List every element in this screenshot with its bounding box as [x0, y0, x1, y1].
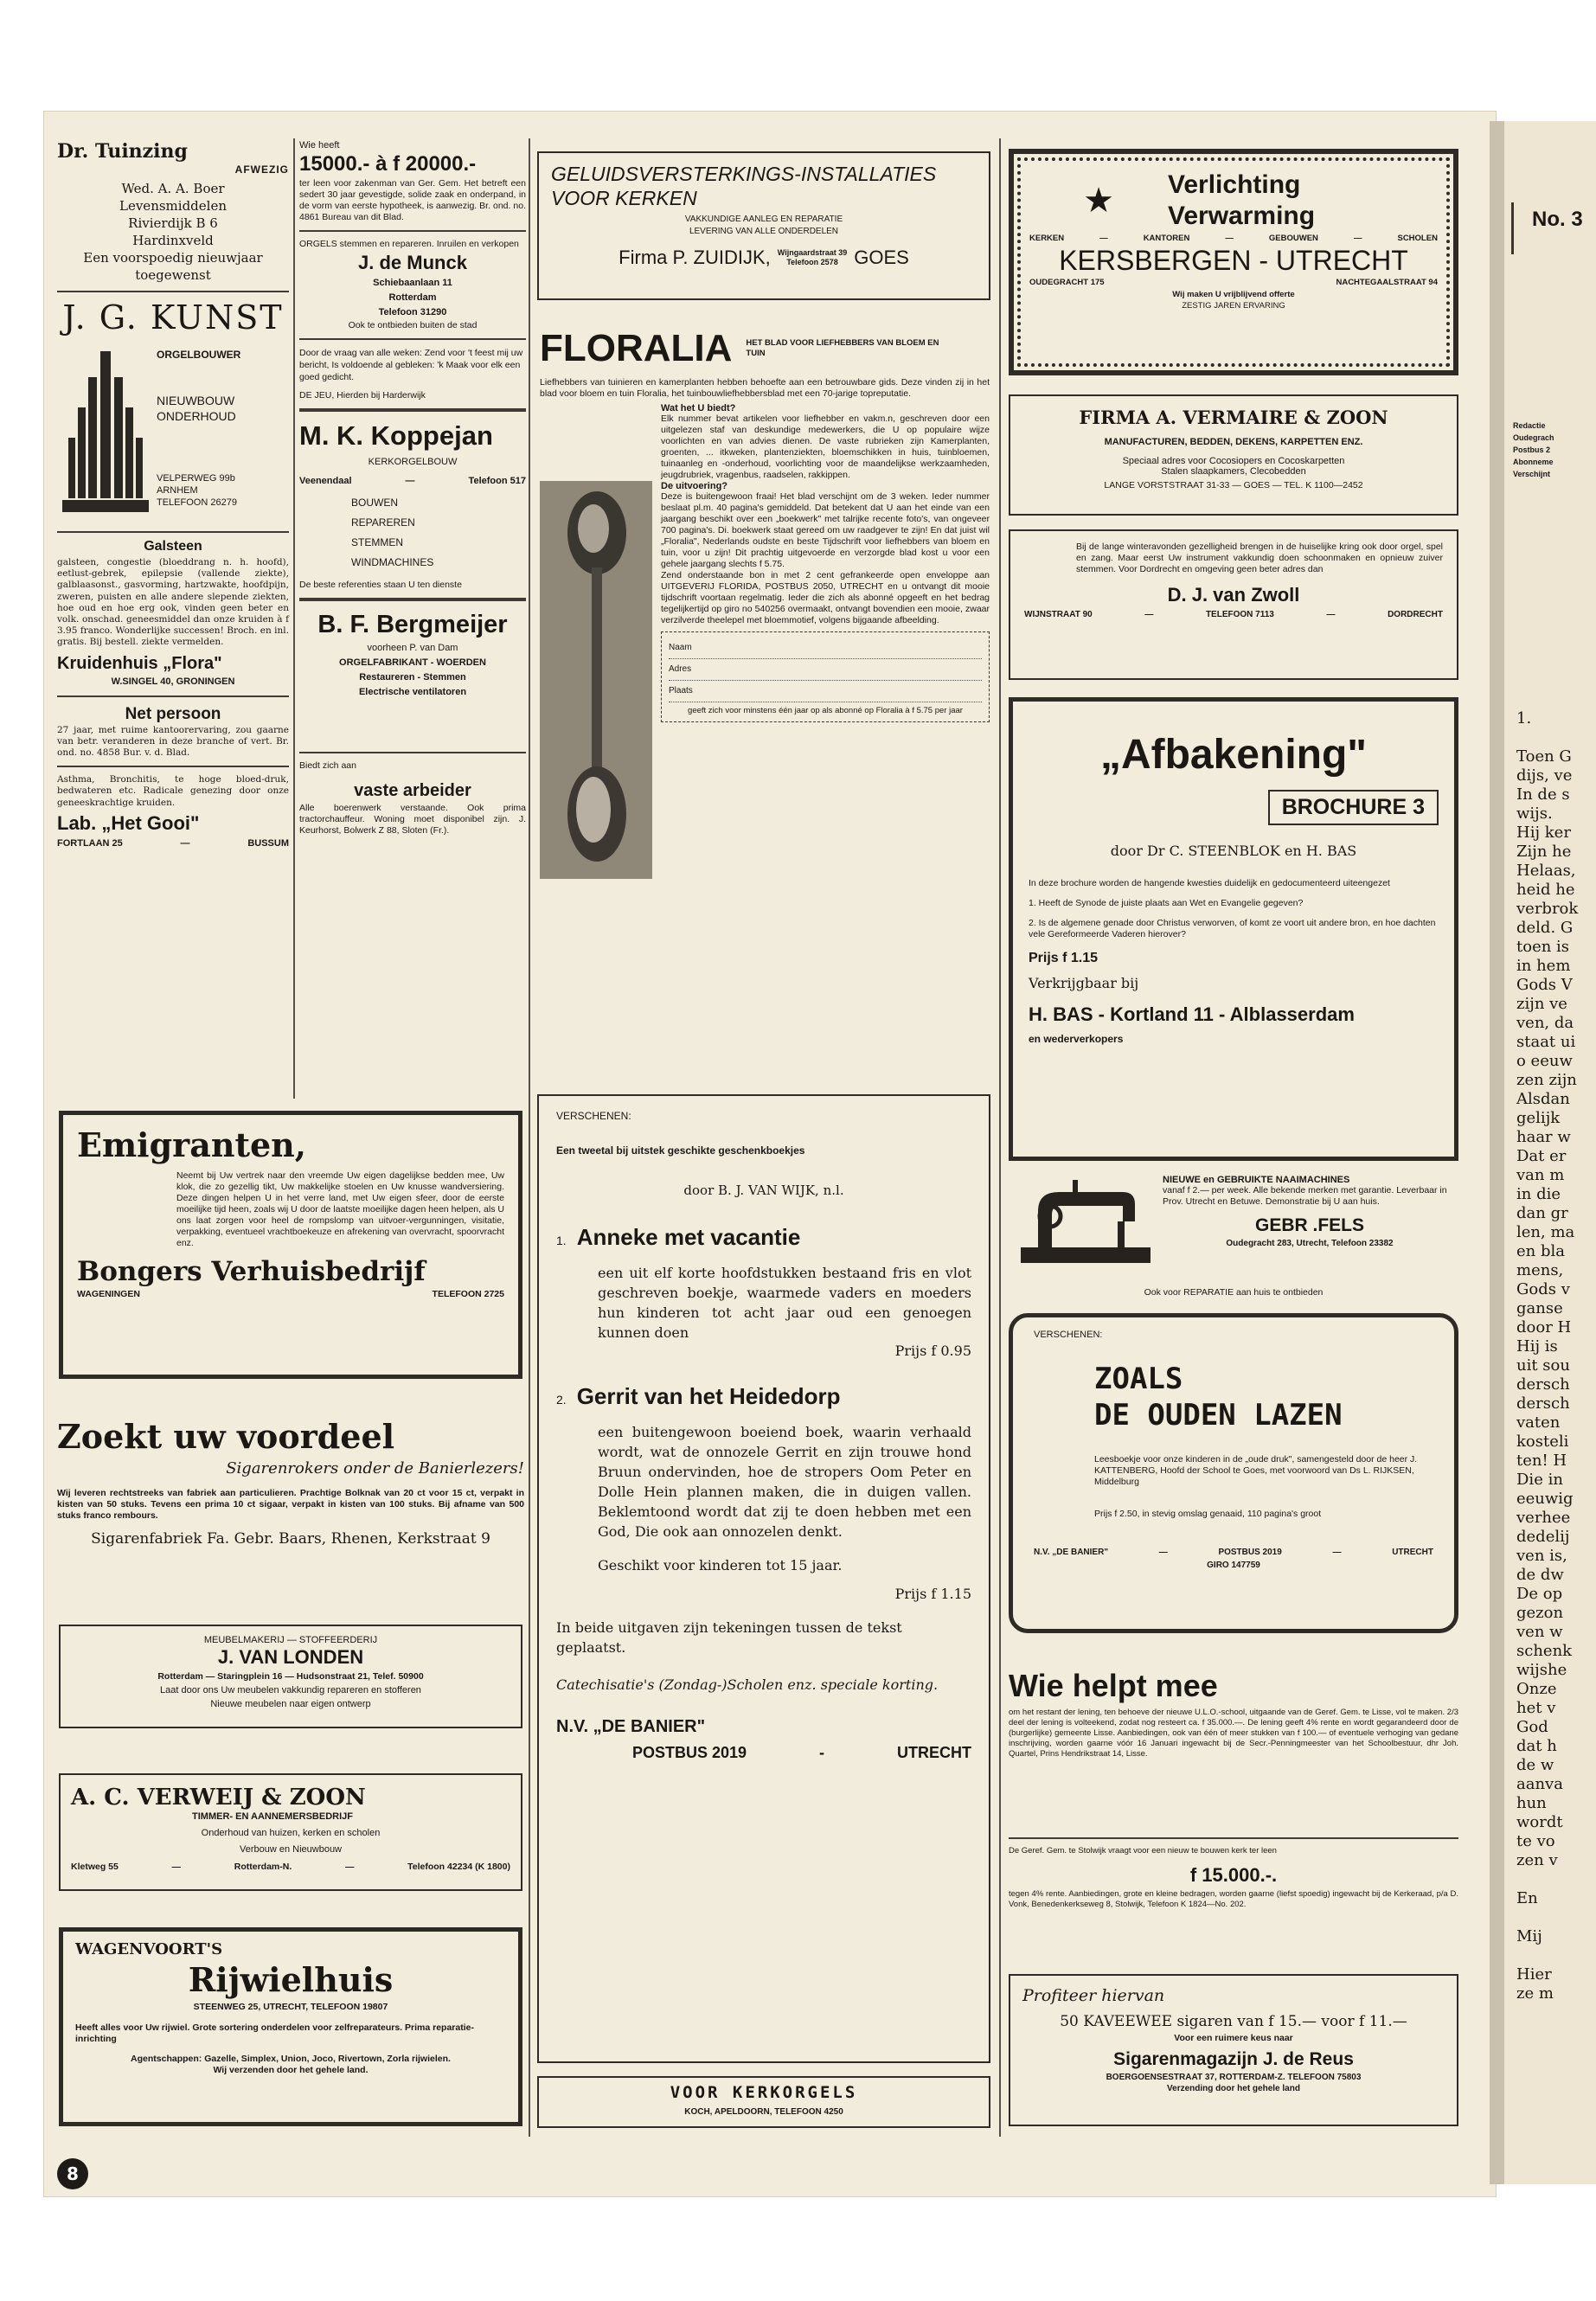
strip-line: eeuwig	[1516, 1490, 1574, 1508]
strip-line: ven is,	[1516, 1547, 1567, 1565]
strip-line: het v	[1516, 1699, 1556, 1717]
floralia-p1: Elk nummer bevat artikelen voor liefhebber en vakm.n, geschreven door een uitgelezen staf van deskundige medewerkers, die U op populaire wijze voorlichten en van advies dienen. De vaste rubrieken zijn Kamerplanten, groenten, ... itkweken, plantenziekten, bloemschikken in huis, tuinbloemen, tuinaanleg en -onderhoud, voorlichting voor de maandelijkse werkzaamheden, jeugdrubriek, vragenbus, raadselen, rakkippen.	[661, 413, 990, 480]
verweij-line: Onderhoud van huizen, kerken en scholen	[201, 1828, 381, 1838]
kersbergen-addr: OUDEGRACHT 175	[1029, 278, 1105, 287]
next-page-strip	[1490, 121, 1596, 2184]
zwoll-name: D. J. van Zwoll	[1167, 584, 1300, 606]
kersbergen-name: KERSBERGEN - UTRECHT	[1059, 245, 1408, 276]
book1-price: Prijs f 0.95	[894, 1343, 971, 1359]
munck-intro: ORGELS stemmen en repareren. Inruilen en verkopen	[299, 239, 519, 249]
emigranten-phone: TELEFOON 2725	[432, 1289, 504, 1299]
wagenvoort-ship: Wij verzenden door het gehele land.	[213, 2065, 369, 2075]
verweij-trade: TIMMER- EN AANNEMERSBEDRIJF	[192, 1811, 353, 1822]
strip-line: zijn ve	[1516, 995, 1567, 1013]
verweij-name: A. C. VERWEIJ & ZOON	[71, 1785, 366, 1811]
bergmeijer-line: Electrische ventilatoren	[358, 687, 467, 697]
ad-gooi: Asthma, Bronchitis, te hoge bloed-druk, bedwateren etc. Radicale genezing door onze geneeskrachtige kruiden. Lab. „Het Gooi" FORTLAAN 25 — BUSSUM	[57, 774, 289, 849]
floralia-intro: Liefhebbers van tuinieren en kamerplanten hebben behoefte aan een betrouwbare gids. Deze vinden zij in het blad voor bloem en tuin Floralia, het tuinbouwliefhebbersblad met een 70-jarige topreputatie.	[540, 377, 990, 399]
tuinzing-wish: Een voorspoedig nieuwjaar toegewenst	[83, 250, 263, 283]
kunst-service: ONDERHOUD	[157, 409, 236, 423]
galsteen-firm: Kruidenhuis „Flora"	[57, 653, 222, 673]
strip-line: hun	[1516, 1794, 1547, 1812]
afbakening-price: Prijs f 1.15	[1029, 951, 1099, 965]
ad-zwoll: Bij de lange winteravonden gezelligheid brengen in de huiselijke kring ook door orgel, spel en zang. Maar eerst Uw instrument vakkundig doen schoonmaken en opnieuw zuiver stemmen. Voor Dordrecht en omgeving geen beter adres dan D. J. van Zwoll WIJNSTRAAT 90 — TELEFOON 7113 — DORDRECHT	[1009, 529, 1458, 680]
kersbergen-cat: SCHOLEN	[1397, 234, 1438, 243]
tuinzing-status: AFWEZIG	[234, 163, 289, 176]
strip-line: In de s	[1516, 785, 1570, 804]
banier-discount: Catechisatie's (Zondag-)Scholen enz. speciale korting.	[556, 1676, 939, 1693]
arbeider-body: Alle boerenwerk verstaande. Ook prima tractorchauffeur. Woning moet disponibel zijn. J. Keurhorst, Bolwerk Z 88, Sloten (Fr.).	[299, 803, 526, 836]
ad-munck	[299, 239, 526, 331]
baars-title: Zoekt uw voordeel	[57, 1417, 395, 1456]
strip-line: 1.	[1516, 709, 1532, 727]
strip-line: dat h	[1516, 1737, 1557, 1755]
emigranten-title: Emigranten,	[77, 1125, 307, 1164]
strip-line: dan gr	[1516, 1204, 1568, 1222]
verweij-line: Verbouw en Nieuwbouw	[239, 1844, 343, 1855]
persoon-title: Net persoon	[125, 704, 221, 723]
strip-line	[1516, 728, 1578, 747]
kunst-name: J. G. KUNST	[62, 298, 284, 336]
column-2	[299, 140, 526, 836]
strip-line: En	[1516, 1889, 1538, 1907]
strip-line: wijshe	[1516, 1661, 1567, 1679]
kersbergen-l1: Verlichting	[1168, 170, 1301, 199]
strip-small-line: Abonneme	[1513, 458, 1554, 466]
strip-line: Toen G	[1516, 747, 1572, 766]
kersbergen-l4: ZESTIG JAREN ERVARING	[1182, 301, 1285, 311]
fels-name: GEBR .FELS	[1254, 1215, 1364, 1235]
lazen-body: Leesboekje voor onze kinderen in de „oude druk", samengesteld door de heer J. KATTENBERG, Hoofd der School te Goes, met voorwoord van Ds L. RIJKSEN, Middelburg	[1094, 1454, 1418, 1487]
kerkorgels-title: VOOR KERKORGELS	[670, 2083, 858, 2102]
ad-fels	[1009, 1171, 1458, 1301]
strip-small	[1513, 420, 1554, 480]
tuinzing-name: Dr. Tuinzing	[57, 140, 188, 163]
strip-line: Mij	[1516, 1927, 1542, 1945]
lazen-postbus: POSTBUS 2019	[1218, 1548, 1282, 1557]
strip-line: schenk	[1516, 1642, 1573, 1660]
galsteen-title: Galsteen	[144, 539, 202, 554]
strip-line: gelijk	[1516, 1109, 1561, 1127]
reus-sub: Voor een ruimere keus naar	[1174, 2033, 1293, 2043]
banier-city: UTRECHT	[897, 1744, 971, 1761]
banier-sub: Een tweetal bij uitstek geschikte geschenkboekjes	[556, 1144, 805, 1157]
munck-line: Schiebaanlaan 11	[373, 278, 452, 288]
koppejan-city: Veenendaal	[299, 476, 352, 486]
baars-firm: Sigarenfabriek Fa. Gebr. Baars, Rhenen, Kerkstraat 9	[91, 1530, 490, 1548]
jeu-body: Door de vraag van alle weken: Zend voor 't feest mij uw bericht, Is voldoende al gebleken: 'k Maak voor elk een goed gedicht.	[299, 348, 523, 382]
zuidijk-firm: Firma P. ZUIDIJK,	[619, 247, 771, 268]
bergmeijer-line: ORGELFABRIKANT - WOERDEN	[339, 657, 486, 668]
strip-line: zen v	[1516, 1851, 1558, 1869]
gooi-firm: Lab. „Het Gooi"	[57, 811, 200, 834]
book1-title: Anneke met vacantie	[576, 1224, 801, 1250]
strip-line: o eeuw	[1516, 1052, 1573, 1070]
ad-vermaire	[1009, 394, 1458, 516]
strip-line: en bla	[1516, 1242, 1565, 1260]
verweij-city: Rotterdam-N.	[234, 1862, 292, 1872]
form-field-address[interactable]	[669, 659, 982, 681]
strip-line: wijs.	[1516, 804, 1553, 823]
book2-price: Prijs f 1.15	[894, 1586, 971, 1602]
reus-title: Profiteer hiervan	[1022, 1986, 1165, 2005]
koppejan-phone: Telefoon 517	[468, 476, 526, 486]
strip-line	[1516, 1870, 1578, 1889]
kunst-trade: ORGELBOUWER	[157, 349, 241, 361]
floralia-q1: Wat het U biedt?	[661, 403, 736, 413]
strip-line: dedelij	[1516, 1528, 1570, 1546]
form-field-place[interactable]	[669, 681, 982, 702]
lazen-t1: ZOALS	[1094, 1362, 1183, 1396]
strip-line: Hier	[1516, 1965, 1552, 1984]
fels-body: vanaf f 2.— per week. Alle bekende merken met garantie. Leverbaar in Prov. Utrecht en Betuwe. Demonstratie bij U aan huis.	[1163, 1185, 1447, 1207]
form-label: Plaats	[669, 686, 693, 695]
form-note: geeft zich voor minstens één jaar op als abonné op Floralia à f 5.75 per jaar	[688, 706, 963, 715]
banier-postbus: POSTBUS 2019	[632, 1744, 747, 1761]
vermaire-trade: MANUFACTUREN, BEDDEN, DEKENS, KARPETTEN ENZ.	[1104, 437, 1363, 447]
lening-intro: Wie heeft	[299, 140, 340, 151]
emigranten-body: Neemt bij Uw vertrek naar den vreemde Uw eigen dagelijkse bedden mee, Uw klok, die zo gezellig tikt, Uw makkelijke stoelen en Uw knusse wandversiering. Deze dingen helpen U in het verre land, met Uw eigen sfeer, door de eerste moeilijke tijd heen, zoals wij U door de laatste moeilijke dagen heen helpen, als U ons laat zorgen voor heel de rompslomp van uitvoer-vergunningen, visitatie, verpakking, eventueel vrachtboekeuze en afrekening van overvracht, spoorvracht enz.	[176, 1170, 504, 1248]
book2-title: Gerrit van het Heidedorp	[576, 1383, 841, 1409]
wagenvoort-agents: Agentschappen: Gazelle, Simplex, Union, Joco, Rivertown, Zorla rijwielen.	[131, 2054, 451, 2064]
helpt-body: om het restant der lening, ten behoeve der nieuwe U.L.O.-school, uitgaande van de Geref. Gem. te Lisse, vol te maken. 2/3 deel der lening is volteekend, zodat nog resteert ca. f 35.000.—. De lening geeft 4% rente en wordt gegarandeerd door de (burgerlijke) gemeente Lisse. Aanbiedingen, ook van één of meer stukken van f 100.— of eventuele verhoging van gedane inschrijving, worden gaarne vóór 16 Januari ingewacht bij de Secr.-Penningmeester van het Schoolbestuur, dhr Joh. Quartel, Prins Hendrikstraat 14, Lisse.	[1009, 1708, 1458, 1759]
munck-note: Ook te ontbieden buiten de stad	[348, 320, 478, 330]
strip-line: gezon	[1516, 1604, 1564, 1622]
strip-line: in die	[1516, 1185, 1561, 1203]
afbakening-avail: Verkrijgbaar bij	[1029, 975, 1139, 991]
londen-top: MEUBELMAKERIJ — STOFFEERDERIJ	[203, 1635, 378, 1645]
ad-helpt	[1009, 1668, 1458, 1759]
ad-wagenvoort	[59, 1927, 522, 2126]
strip-line: uit sou	[1516, 1356, 1570, 1375]
kersbergen-l3: Wij maken U vrijblijvend offerte	[1172, 290, 1295, 299]
gooi-body: Asthma, Bronchitis, te hoge bloed-druk, bedwateren etc. Radicale genezing door onze geneeskrachtige kruiden.	[57, 774, 289, 808]
fels-addr: Oudegracht 283, Utrecht, Telefoon 23382	[1226, 1239, 1394, 1248]
stolwijk-body: tegen 4% rente. Aanbiedingen, grote en kleine bedragen, worden gaarne (liefst spoedig) ingewacht bij de Kerkeraad, p/a D. Vonk, Benedenkerkseweg 8, Stolwijk, Telefoon K 1824—No. 202.	[1009, 1889, 1458, 1909]
strip-line: Gods V	[1516, 976, 1573, 994]
fels-title: NIEUWE en GEBRUIKTE NAAIMACHINES	[1163, 1175, 1350, 1185]
vermaire-name: FIRMA A. VERMAIRE & ZOON	[1079, 407, 1388, 428]
floralia-p3: Zend onderstaande bon in met 2 cent gefrankeerde open enveloppe aan UITGEVERIJ FLORIDA, POSTBUS 2050, UTRECHT en u ontvangt dit mooie tijdschrift voortaan regelmatig. Ieder die zich als abonné opgeeft en het bedrag tegelijkertijd op giro no 540256 overmaakt, ontvangt bovendien een mooie, zwaar verzilverde theelepel met bloemmotief, volgens bijgaande afbeelding.	[661, 570, 990, 625]
kersbergen-cat: GEBOUWEN	[1268, 234, 1318, 243]
ad-jeu	[299, 347, 526, 401]
strip-line: te vo	[1516, 1832, 1555, 1850]
floralia-title: FLORALIA	[540, 327, 733, 369]
strip-line: de w	[1516, 1756, 1554, 1774]
munck-name: J. de Munck	[358, 252, 467, 273]
ad-persoon	[57, 704, 289, 760]
strip-line: Onze	[1516, 1680, 1557, 1698]
strip-small-line: Oudegrach	[1513, 433, 1554, 442]
strip-line: in hem	[1516, 957, 1571, 975]
lazen-t2: DE OUDEN LAZEN	[1094, 1398, 1343, 1433]
strip-line: haar w	[1516, 1128, 1571, 1146]
wagenvoort-name: Rijwielhuis	[188, 1960, 394, 1999]
ad-emigranten	[59, 1111, 522, 1379]
munck-line: Rotterdam	[388, 292, 437, 303]
ad-lazen: VERSCHENEN: ZOALS DE OUDEN LAZEN Leesboekje voor onze kinderen in de „oude druk", samengesteld door de heer J. KATTENBERG, Hoofd der School te Goes, met voorwoord van Ds L. RIJKSEN, Middelburg Prijs f 2.50, in stevig omslag genaaid, 110 pagina's groot N.V. „DE BANIER" — POSTBUS 2019 — UTRECHT GIRO 147759	[1009, 1313, 1458, 1633]
tuinzing-line: Levensmiddelen	[119, 198, 227, 214]
strip-line: van m	[1516, 1166, 1565, 1184]
strip-line: ten! H	[1516, 1452, 1567, 1470]
book2-number: 2.	[556, 1393, 567, 1407]
zwoll-street: WIJNSTRAAT 90	[1024, 610, 1093, 619]
floralia-p2: Deze is buitengewoon fraai! Het blad verschijnt om de 3 weken. Ieder nummer beslaat pl.m. 40 pagina's gemiddeld. Dat betekent dat U aan het einde van een jaargang beschikt over een „boekwerk" met talrijke recente foto's, van ongeveer 700 pagina's. Di. boekwerk staat gereed om uw raadgever te zijn! En dat juist wil „Floralia", Nederlands oudste en beste Tijdschrift voor liefhebbers van bloem en tuin, voor u zijn! Dit prachtig uitgevoerde en verzorgde blad kost u voor een gehele jaargang slechts f 5.75.	[661, 491, 990, 569]
strip-line: Helaas,	[1516, 862, 1576, 880]
zuidijk-title: GELUIDSVERSTERKINGS-INSTALLATIES VOOR KERKEN	[551, 163, 937, 209]
zwoll-city: DORDRECHT	[1388, 610, 1443, 619]
wagenvoort-top: WAGENVOORT'S	[75, 1940, 223, 1958]
strip-line: Zijn he	[1516, 843, 1572, 861]
strip-line: Die in	[1516, 1471, 1563, 1489]
reus-ship: Verzending door het gehele land	[1167, 2084, 1300, 2093]
lazen-label: VERSCHENEN:	[1034, 1330, 1103, 1340]
strip-line: deld. G	[1516, 919, 1574, 937]
strip-title: No. 3	[1532, 208, 1583, 231]
afbakening-authors: door Dr C. STEENBLOK en H. BAS	[1110, 843, 1357, 859]
strip-line: ven, da	[1516, 1014, 1574, 1032]
vermaire-s2: Stalen slaapkamers, Clecobedden	[1161, 466, 1306, 477]
strip-line	[1516, 1946, 1578, 1965]
ad-afbakening	[1009, 697, 1458, 1161]
strip-line: mens,	[1516, 1261, 1564, 1279]
strip-line: heid he	[1516, 881, 1575, 899]
strip-line: Alsdan	[1516, 1090, 1570, 1108]
strip-small-line: Redactie	[1513, 421, 1546, 430]
subscription-form	[661, 631, 990, 722]
strip-line: door H	[1516, 1318, 1572, 1336]
stolwijk-amount: f 15.000.-.	[1189, 1864, 1278, 1886]
afbakening-brochure: BROCHURE 3	[1268, 790, 1439, 825]
kunst-service: NIEUWBOUW	[157, 394, 235, 407]
arbeider-title: vaste arbeider	[354, 781, 471, 800]
column-1	[57, 140, 289, 850]
strip-line: dersch	[1516, 1375, 1570, 1394]
kunst-address: ARNHEM	[157, 485, 198, 496]
vermaire-s1: Speciaal adres voor Cocosiopers en Cocoskarpetten	[1122, 456, 1345, 466]
afbakening-q1: 1. Heeft de Synode de juiste plaats aan Wet en Evangelie gegeven?	[1029, 898, 1304, 908]
tuinzing-line: Rivierdijk B 6	[128, 215, 218, 231]
bergmeijer-line: voorheen P. van Dam	[367, 643, 458, 653]
strip-line: God	[1516, 1718, 1548, 1736]
banier-label: VERSCHENEN:	[556, 1110, 631, 1122]
koppejan-service: STEMMEN	[351, 536, 403, 548]
strip-line: ze m	[1516, 1984, 1554, 2003]
strip-line: dersch	[1516, 1394, 1570, 1413]
ad-kunst	[57, 299, 289, 524]
munck-line: Telefoon 31290	[378, 307, 447, 317]
koppejan-service: WINDMACHINES	[351, 556, 434, 568]
strip-small-line: Postbus 2	[1513, 445, 1551, 454]
strip-line: toen is	[1516, 938, 1570, 956]
book1-text: een uit elf korte hoofdstukken bestaand fris en vlot geschreven boekje, waarmede vaders en moeders hun kinderen tot acht jaar oud een genoegen kunnen doen	[598, 1265, 971, 1341]
jeu-sign: DE JEU, Hierden bij Harderwijk	[299, 390, 426, 401]
londen-body: Laat door ons Uw meubelen vakkundig repareren en stofferen	[160, 1685, 421, 1695]
lazen-giro: GIRO 147759	[1207, 1561, 1260, 1570]
sewing-machine-icon	[1021, 1176, 1151, 1272]
strip-small-line: Verschijnt	[1513, 470, 1551, 478]
banier-both: In beide uitgaven zijn tekeningen tussen de tekst geplaatst.	[556, 1619, 902, 1656]
kerkorgels-sub: KOCH, APELDOORN, TELEFOON 4250	[684, 2107, 843, 2117]
ad-kersbergen: ★ Verlichting Verwarming KERKEN — KANTOREN — GEBOUWEN — SCHOLEN KERSBERGEN - UTRECHT OUDEGRACHT 175 NACHTEGAALSTRAAT 94 Wij maken U vrijblijvend offerte ZESTIG JAREN ERVARING	[1009, 149, 1458, 375]
wagenvoort-address: STEENWEG 25, UTRECHT, TELEFOON 19807	[193, 2002, 388, 2012]
londen-name: J. VAN LONDEN	[217, 1646, 364, 1668]
galsteen-body: galsteen, congestie (bloeddrang n. h. hoofd), eetlust-gebrek, epilepsie (vallende ziekte), galblaasonst., gasvorming, hartzwakte, hoofdpijn, zweren, puisten en alle andere slepende ziekten, hoe oud en hoe erg ook, vinden geen beter en volk. onschad. geneesmiddel dan onze kruiden à f 3.95 franco. Wonderlijke successen! Broch. en inl. gratis. Bij bestell. ziekte vermelden.	[57, 557, 289, 648]
ad-lening	[299, 140, 526, 223]
floralia-q2: De uitvoering?	[661, 481, 728, 491]
ad-baars	[57, 1417, 524, 1549]
tuinzing-line: Wed. A. A. Boer	[121, 181, 225, 196]
strip-line: Dat er	[1516, 1147, 1567, 1165]
fels-note: Ook voor REPARATIE aan huis te ontbieden	[1144, 1287, 1324, 1298]
strip-line: dijs, ve	[1516, 766, 1573, 785]
zwoll-body: Bij de lange winteravonden gezelligheid brengen in de huiselijke kring ook door orgel, spel en zang. Maar eerst Uw instrument vakkundig doen schoonmaken en opnieuw zuiver stemmen. Voor Dordrecht en omgeving geen beter adres dan	[1076, 542, 1443, 574]
zuidijk-city: GOES	[854, 247, 909, 268]
koppejan-name: M. K. Koppejan	[299, 420, 493, 451]
strip-line: verhee	[1516, 1509, 1571, 1527]
strip-line	[1516, 1908, 1578, 1927]
koppejan-trade: KERKORGELBOUW	[368, 457, 458, 467]
ad-arbeider	[299, 760, 526, 836]
form-field-name[interactable]	[669, 638, 982, 659]
strip-line: aanva	[1516, 1775, 1563, 1793]
zuidijk-line: VAKKUNDIGE AANLEG EN REPARATIE	[684, 215, 843, 224]
organ-pipes-icon	[62, 343, 149, 516]
baars-subtitle: Sigarenrokers onder de Banierlezers!	[226, 1459, 524, 1477]
ad-kerkorgels	[537, 2076, 990, 2128]
strip-line: vaten	[1516, 1413, 1561, 1432]
afbakening-title: „Afbakening"	[1099, 732, 1368, 778]
ad-londen	[59, 1625, 522, 1728]
emigranten-city: WAGENINGEN	[77, 1289, 140, 1299]
banier-author: door B. J. VAN WIJK, n.l.	[683, 1183, 844, 1198]
stolwijk-intro: De Geref. Gem. te Stolwijk vraagt voor een nieuw te bouwen kerk ter leen	[1009, 1846, 1277, 1856]
zuidijk-phone: Telefoon 2578	[786, 258, 838, 266]
londen-sub: Nieuwe meubelen naar eigen ontwerp	[210, 1699, 371, 1709]
ad-koppejan: M. K. Koppejan KERKORGELBOUW Veenendaal — Telefoon 517 BOUWEN REPAREREN STEMMEN WINDMACHINES De beste referenties staan U ten dienste	[299, 420, 526, 590]
form-label: Naam	[669, 643, 692, 652]
afbakening-intro: In deze brochure worden de hangende kwesties duidelijk en gedocumenteerd uiteengezet	[1029, 878, 1390, 888]
strip-line: ganse	[1516, 1299, 1563, 1317]
lening-amount: 15000.- à f 20000.-	[299, 152, 477, 176]
ad-zuidijk	[537, 151, 990, 300]
zwoll-phone: TELEFOON 7113	[1205, 610, 1274, 619]
zuidijk-street: Wijngaardstraat 39	[777, 248, 848, 257]
strip-line: staat ui	[1516, 1033, 1576, 1051]
emigranten-firm: Bongers Verhuisbedrijf	[77, 1256, 426, 1287]
koppejan-service: REPAREREN	[351, 516, 415, 529]
kunst-address: TELEFOON 26279	[157, 497, 237, 508]
page-number: 8	[57, 2158, 88, 2189]
ad-floralia	[540, 327, 990, 1036]
kersbergen-cat: KERKEN	[1029, 234, 1065, 243]
ad-verweij: A. C. VERWEIJ & ZOON TIMMER- EN AANNEMERSBEDRIJF Onderhoud van huizen, kerken en scholen Verbouw en Nieuwbouw Kletweg 55 — Rotterdam-N. — Telefoon 42234 (K 1800)	[59, 1773, 522, 1891]
reus-offer: 50 KAVEEWEE sigaren van f 15.— voor f 11.—	[1060, 2013, 1407, 2030]
strip-line: len, ma	[1516, 1223, 1575, 1241]
strip-line: De op	[1516, 1585, 1563, 1603]
banier-publisher: N.V. „DE BANIER"	[556, 1717, 706, 1736]
kersbergen-cat: KANTOREN	[1143, 234, 1190, 243]
kersbergen-l2: Verwarming	[1168, 202, 1316, 230]
arbeider-intro: Biedt zich aan	[299, 760, 356, 771]
lening-body: ter leen voor zakenman van Ger. Gem. Het betreft een sedert 30 jaar gevestigde, solide zaak en onderpand, in de vorm van eerste hypotheek, is aanwezig. Br. ond. no. 4861 Bureau van dit Blad.	[299, 178, 526, 222]
strip-line: zen zijn	[1516, 1071, 1577, 1089]
afbakening-q2: 2. Is de algemene genade door Christus verworven, of komt ze voort uit andere bron, en hoe dachten vele Gereformeerde Vaderen hierover?	[1029, 918, 1436, 939]
kersbergen-addr: NACHTEGAALSTRAAT 94	[1336, 278, 1438, 287]
verweij-phone: Telefoon 42234 (K 1800)	[407, 1862, 510, 1872]
gooi-city: BUSSUM	[247, 837, 289, 849]
lazen-price: Prijs f 2.50, in stevig omslag genaaid, 110 pagina's groot	[1094, 1509, 1322, 1519]
vermaire-addr: LANGE VORSTSTRAAT 31-33 — GOES — TEL. K 1100—2452	[1104, 480, 1363, 490]
ad-tuinzing	[57, 140, 289, 284]
ad-bergmeijer	[299, 608, 526, 700]
wagenvoort-body: Heeft alles voor Uw rijwiel. Grote sortering onderdelen voor zelfreparateurs. Prima reparatie-inrichting	[75, 2022, 474, 2044]
strip-line: kosteli	[1516, 1433, 1569, 1451]
gooi-street: FORTLAAN 25	[57, 837, 123, 849]
form-label: Adres	[669, 664, 692, 674]
kunst-address: VELPERWEG 99b	[157, 473, 235, 484]
zuidijk-line: LEVERING VAN ALLE ONDERDELEN	[689, 227, 839, 236]
book2-text: een buitengewoon boeiend boek, waarin verhaald wordt, wat de onnozele Gerrit en zijn trouwe hond Bruun ondervinden, hoe de stropers Oom Peter en Dolle Hein plannen maken, die in duigen vallen. Beklemtoond wordt dat zij te doen hebben met een God, Die ook aan onnozelen denkt.	[598, 1424, 971, 1540]
afbakening-sellers: en wederverkopers	[1029, 1033, 1124, 1045]
reus-addr: BOERGOENSESTRAAT 37, ROTTERDAM-Z. TELEFOON 75803	[1106, 2073, 1362, 2082]
star-icon: ★	[1083, 181, 1114, 221]
strip-line: de dw	[1516, 1566, 1564, 1584]
strip-line: ven w	[1516, 1623, 1563, 1641]
strip-line: Hij ker	[1516, 824, 1571, 842]
ad-banier: VERSCHENEN: Een tweetal bij uitstek geschikte geschenkboekjes door B. J. VAN WIJK, n.l. 1. Anneke met vacantie een uit elf korte hoofdstukken bestaand fris en vlot geschreven boekje, waarmede vaders en moeders hun kinderen tot acht jaar oud een genoegen kunnen doen Prijs f 0.95 2. Gerrit van het Heidedorp een buitengewoon boeiend boek, waarin verhaald wordt, wat de onnozele Gerrit en zijn trouwe hond Bruun ondervinden, hoe de stropers Oom Peter en Dolle Hein plannen maken, die in duigen vallen. Beklemtoond wordt dat zij te doen hebben met een God, Die ook aan onnozelen denkt. Geschikt voor kinderen tot 15 jaar. Prijs f 1.15 In beide uitgaven zijn tekeningen tussen de tekst geplaatst. Catechisatie's (Zondag-)Scholen enz. speciale korting. N.V. „DE BANIER" POSTBUS 2019 - UTRECHT	[537, 1094, 990, 2063]
book2-age: Geschikt voor kinderen tot 15 jaar.	[598, 1557, 843, 1574]
strip-line: wordt	[1516, 1813, 1563, 1831]
strip-line: Gods v	[1516, 1280, 1570, 1298]
afbakening-firm: H. BAS - Kortland 11 - Alblasserdam	[1029, 1003, 1355, 1025]
tuinzing-line: Hardinxveld	[132, 233, 214, 248]
reus-name: Sigarenmagazijn J. de Reus	[1113, 2049, 1354, 2069]
strip-line: Hij is	[1516, 1337, 1558, 1356]
helpt-title: Wie helpt mee	[1009, 1668, 1218, 1703]
verweij-street: Kletweg 55	[71, 1862, 119, 1872]
spoon-illustration-icon	[540, 481, 652, 879]
ad-reus	[1009, 1974, 1458, 2126]
book1-number: 1.	[556, 1234, 567, 1247]
floralia-tag: HET BLAD VOOR LIEFHEBBERS VAN BLOEM EN TUIN	[746, 338, 939, 358]
koppejan-service: BOUWEN	[351, 497, 398, 509]
bergmeijer-line: Restaureren - Stemmen	[359, 672, 466, 683]
ad-galsteen	[57, 540, 289, 689]
persoon-body: 27 jaar, met ruime kantoorervaring, zou gaarne van betr. veranderen in deze branche of vert. Br. ond. no. 4858 Bur. v. d. Blad.	[57, 724, 289, 759]
lazen-city: UTRECHT	[1392, 1548, 1433, 1557]
bergmeijer-name: B. F. Bergmeijer	[317, 611, 508, 638]
koppejan-note: De beste referenties staan U ten dienste	[299, 580, 462, 590]
strip-text	[1516, 709, 1578, 2003]
ad-stolwijk	[1009, 1846, 1458, 1910]
baars-body: Wij leveren rechtstreeks van fabriek aan particulieren. Prachtige Bolknak van 20 ct voor 15 ct, verpakt in kisten van 50 stuks. Tevens een prima 10 ct sigaar, verpakt in kisten van 100 stuks. Bij afname van 500 stuks franco rembours.	[57, 1488, 524, 1521]
lazen-pub: N.V. „DE BANIER"	[1034, 1548, 1109, 1557]
strip-line: verbrok	[1516, 900, 1579, 918]
galsteen-address: W.SINGEL 40, GRONINGEN	[111, 676, 235, 687]
londen-address: Rotterdam — Staringplein 16 — Hudsonstraat 21, Telef. 50900	[157, 1671, 424, 1682]
